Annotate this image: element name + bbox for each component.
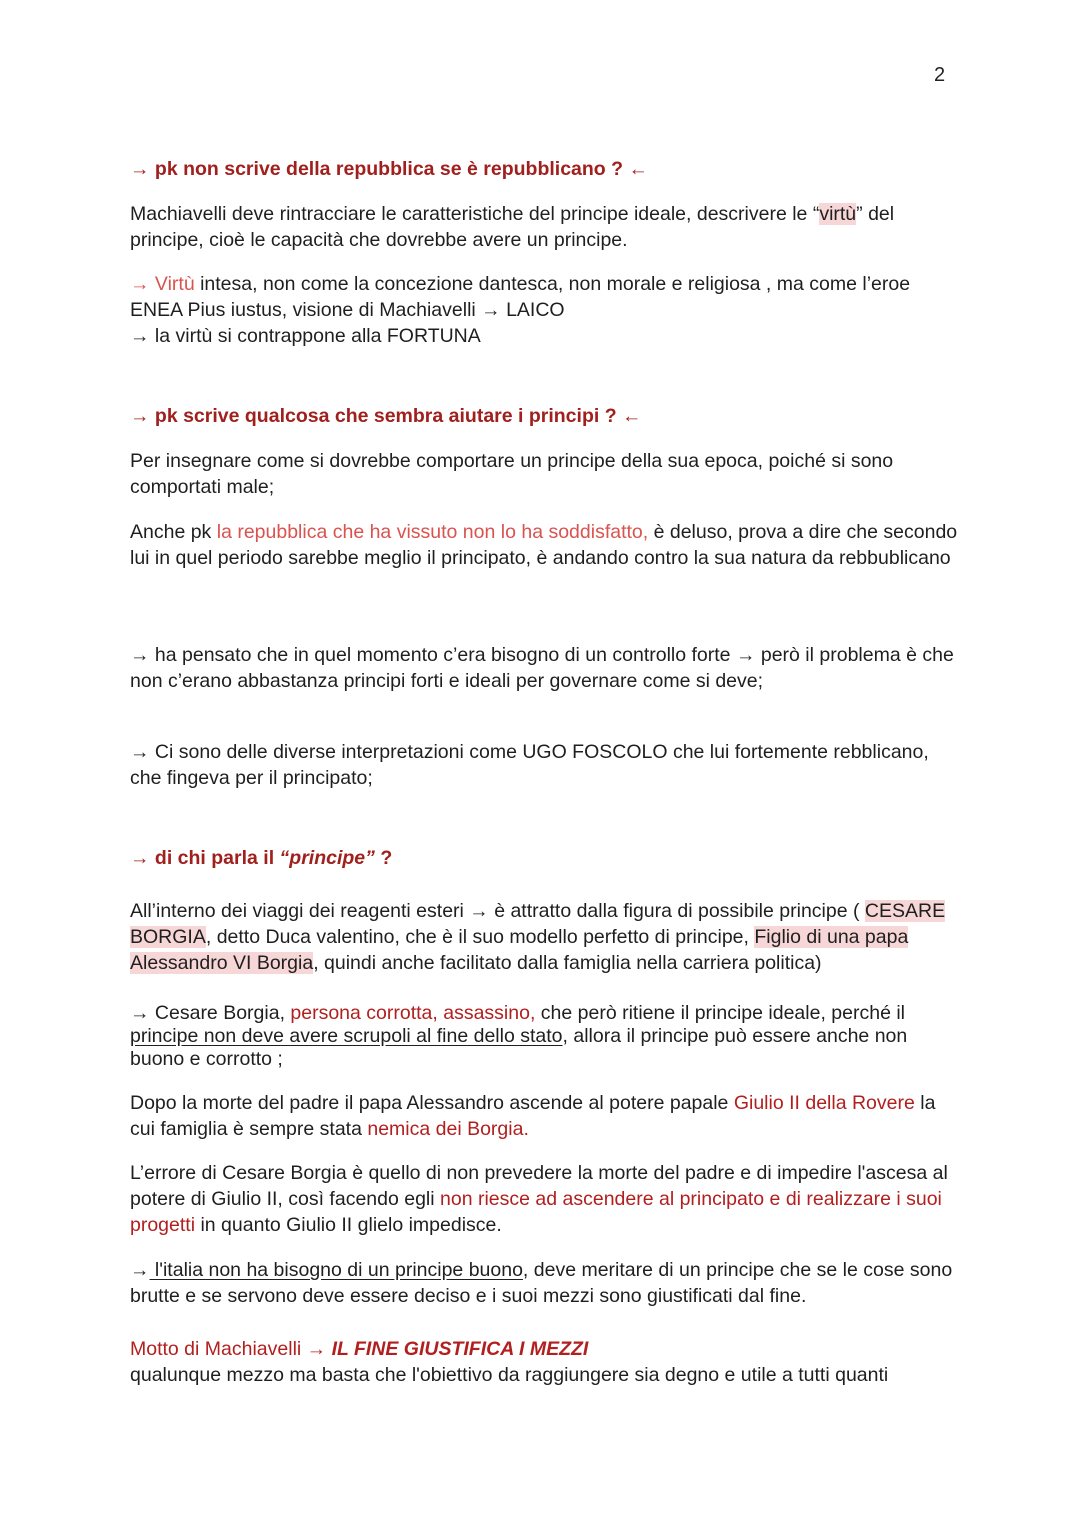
paragraph-ideal-prince [130,201,960,253]
text: → la virtù si contrappone alla FORTUNA [130,325,481,347]
paragraph-cesare-borgia [130,898,960,976]
text: la cui famiglia è sempre stata [130,1092,936,1140]
text: intesa, non come la concezione dantesca, non morale e religiosa , ma come l’eroe ENEA Pius iustus, visione di Machiavelli → LAICO [130,273,911,321]
heading-help-princes-question: → pk scrive qualcosa che sembra aiutare i principi ? ← [130,405,642,427]
paragraph-giulio-ii [130,1090,960,1142]
text: → di chi parla il [130,847,280,869]
text: Dopo la morte del padre il papa Alessandro ascende al potere papale [130,1092,734,1114]
arrow: → [130,1259,150,1281]
highlight-enemy: nemica dei Borgia. [367,1118,529,1140]
text: Machiavelli deve rintracciare le caratteristiche del principe ideale, descrivere le “ [130,203,820,225]
highlight-giulio-ii: Giulio II della Rovere [733,1092,915,1114]
highlight-republic: la repubblica che ha vissuto non lo ha soddisfatto, [216,521,649,543]
heading-who-is-prince [130,845,960,871]
paragraph-corrupt-prince [130,1002,960,1071]
text: che però ritiene il principe ideale, perché il [535,1002,905,1024]
motto-text: IL FINE GIUSTIFICA I MEZZI [331,1338,589,1360]
term-virtu: Virtù [154,273,195,295]
highlight-virtu: virtù [819,203,857,225]
paragraph-strong-control: → ha pensato che in quel momento c’era bisogno di un controllo forte → però il problema è che non c’erano abbastanza principi forti e ideali per governare come si deve; [130,644,954,692]
text: L’errore di Cesare Borgia è quello di non prevedere la morte del padre e di impedire l'ascesa al potere di Giulio II, così facendo egli [130,1162,948,1210]
paragraph-italy-needs [130,1257,960,1309]
paragraph-teaching: Per insegnare come si dovrebbe comportare un principe della sua epoca, poiché si sono comportati male; [130,450,894,498]
text: Anche pk [130,521,217,543]
paragraph-interpretations: → Ci sono delle diverse interpretazioni come UGO FOSCOLO che lui fortemente rebblicano, che fingeva per il principato; [130,741,929,789]
highlight-cesare-borgia: CESARE BORGIA [130,900,946,948]
underline-good-prince: l'italia non ha bisogno di un principe buono [149,1259,523,1281]
arrow: → [130,273,155,295]
term-principe: “principe” [279,847,375,869]
page-number: 2 [934,64,946,86]
text: in quanto Giulio II glielo impedisce. [195,1214,502,1236]
motto-label: Motto di Machiavelli [130,1338,302,1360]
highlight-son-of-pope: Figlio di una papa Alessandro VI Borgia [130,926,909,974]
arrow: → [301,1338,332,1360]
paragraph-motto [130,1336,960,1388]
text: ? [374,847,393,869]
highlight-fails: non riesce ad ascendere al principato e di realizzare i suoi progetti [130,1188,942,1236]
heading-republic-question: → pk non scrive della repubblica se è repubblicano ? ← [130,158,648,180]
text: , detto Duca valentino, che è il suo modello perfetto di principe, [205,926,755,948]
paragraph-disappointed [130,519,960,571]
highlight-corrupt: persona corrotta, assassino, [290,1002,536,1024]
text: , deve meritare di un principe che se le cose sono brutte e se servono deve essere deciso e i suoi mezzi sono giustificati dal fine. [130,1259,953,1307]
text: qualunque mezzo ma basta che l'obiettivo da raggiungere sia degno e utile a tutti quanti [130,1364,889,1386]
paragraph-virtu [130,271,960,349]
paragraph-borgia-error [130,1160,960,1238]
text: ” del principe, cioè le capacità che dovrebbe avere un principe. [130,203,895,251]
text: All’interno dei viaggi dei reagenti esteri → è attratto dalla figura di possibile principe ( [130,900,865,922]
text: , quindi anche facilitato dalla famiglia nella carriera politica) [313,952,822,974]
text: → Cesare Borgia, [130,1002,291,1024]
text: , allora il principe può essere anche non buono e corrotto ; [130,1025,908,1070]
text: è deluso, prova a dire che secondo lui in quel periodo sarebbe meglio il principato, è andando contro la sua natura da rebbublicano [130,521,958,569]
underline-no-scruples: principe non deve avere scrupoli al fine dello stato [130,1025,563,1047]
